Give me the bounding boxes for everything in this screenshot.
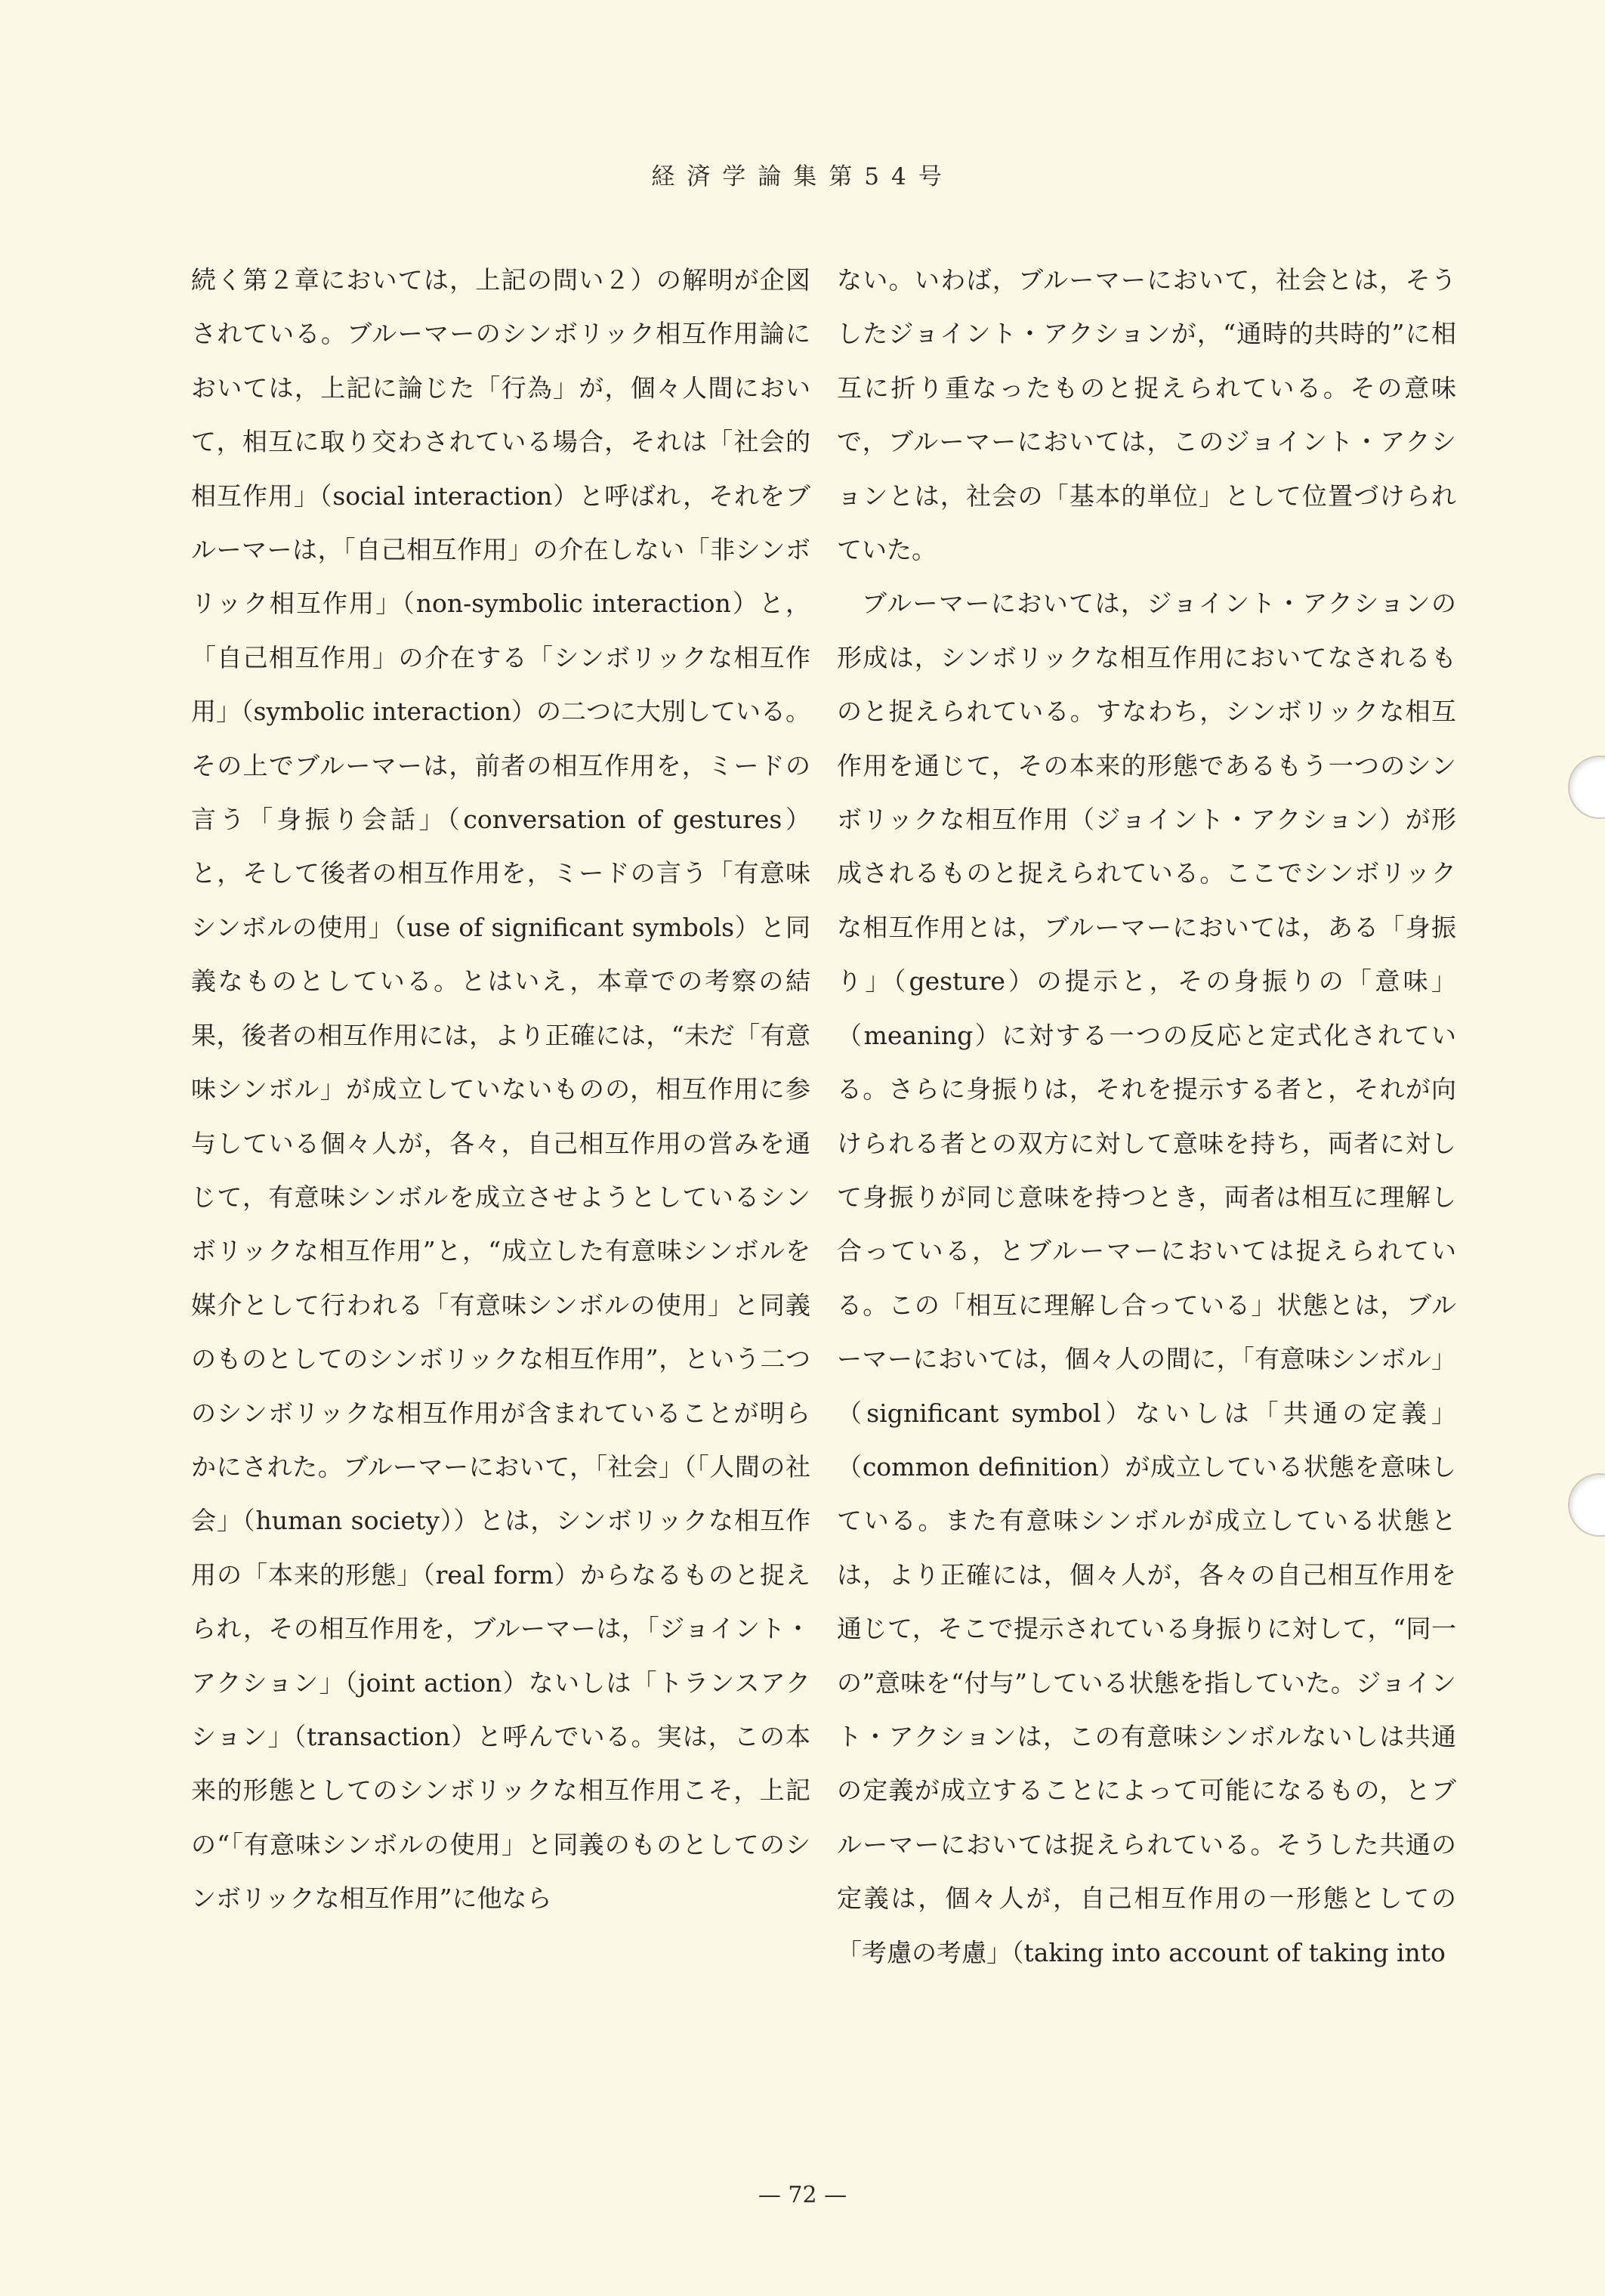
punch-hole: [1568, 756, 1605, 819]
journal-title: 経済学論集第54号: [651, 163, 954, 190]
right-column: [837, 253, 1456, 1979]
punch-hole: [1568, 1473, 1605, 1537]
left-column: [191, 253, 810, 1926]
paragraph: 続く第２章においては，上記の問い２）の解明が企図されている。ブルーマーのシンボリック相互作用論においては，上記に論じた「行為」が，個々人間において，相互に取り交わされている場合，それは「社会的相互作用」（social interaction）と呼ばれ，それをブルーマーは，「自己相互作用」の介在しない「非シンボリック相互作用」（non-symbolic interaction）と，「自己相互作用」の介在する「シンボリックな相互作用」（symbolic interaction）の二つに大別している。その上でブルーマーは，前者の相互作用を，ミードの言う「身振り会話」（conversation of gestures）と，そして後者の相互作用を，ミードの言う「有意味シンボルの使用」（use of significant symbols）と同義なものとしている。とはいえ，本章での考察の結果，後者の相互作用には，より正確には，“未だ「有意味シンボル」が成立していないものの，相互作用に参与している個々人が，各々，自己相互作用の営みを通じて，有意味シンボルを成立させようとしているシンボリックな相互作用”と，“成立した有意味シンボルを媒介として行われる「有意味シンボルの使用」と同義のものとしてのシンボリックな相互作用”，という二つのシンボリックな相互作用が含まれていることが明らかにされた。ブルーマーにおいて，「社会」（「人間の社会」（human society））とは，シンボリックな相互作用の「本来的形態」（real form）からなるものと捉えられ，その相互作用を，ブルーマーは，「ジョイント・アクション」（joint action）ないしは「トランスアクション」（transaction）と呼んでいる。実は，この本来的形態としてのシンボリックな相互作用こそ，上記の“「有意味シンボルの使用」と同義のものとしてのシンボリックな相互作用”に他なら: [191, 265, 810, 1914]
paragraph: ブルーマーにおいては，ジョイント・アクションの形成は，シンボリックな相互作用においてなされるものと捉えられている。すなわち，シンボリックな相互作用を通じて，その本来的形態であるもう一つのシンボリックな相互作用（ジョイント・アクション）が形成されるものと捉えられている。ここでシンボリックな相互作用とは，ブルーマーにおいては，ある「身振り」（gesture）の提示と，その身振りの「意味」（meaning）に対する一つの反応と定式化されている。さらに身振りは，それを提示する者と，それが向けられる者との双方に対して意味を持ち，両者に対して身振りが同じ意味を持つとき，両者は相互に理解し合っている，とブルーマーにおいては捉えられている。この「相互に理解し合っている」状態とは，ブルーマーにおいては，個々人の間に，「有意味シンボル」（significant symbol）ないしは「共通の定義」（common definition）が成立している状態を意味している。また有意味シンボルが成立している状態とは，より正確には，個々人が，各々の自己相互作用を通じて，そこで提示されている身振りに対して，“同一の”意味を“付与”している状態を指していた。ジョイント・アクションは，この有意味シンボルないしは共通の定義が成立することによって可能になるもの，とブルーマーにおいては捉えられている。そうした共通の定義は，個々人が，自己相互作用の一形態としての「考慮の考慮」（taking into account of taking into: [837, 589, 1457, 1967]
page-number: — 72 —: [758, 2182, 847, 2208]
paragraph: ない。いわば，ブルーマーにおいて，社会とは，そうしたジョイント・アクションが，“通時的共時的”に相互に折り重なったものと捉えられている。その意味で，ブルーマーにおいては，このジョイント・アクションとは，社会の「基本的単位」として位置づけられていた。: [837, 265, 1456, 565]
